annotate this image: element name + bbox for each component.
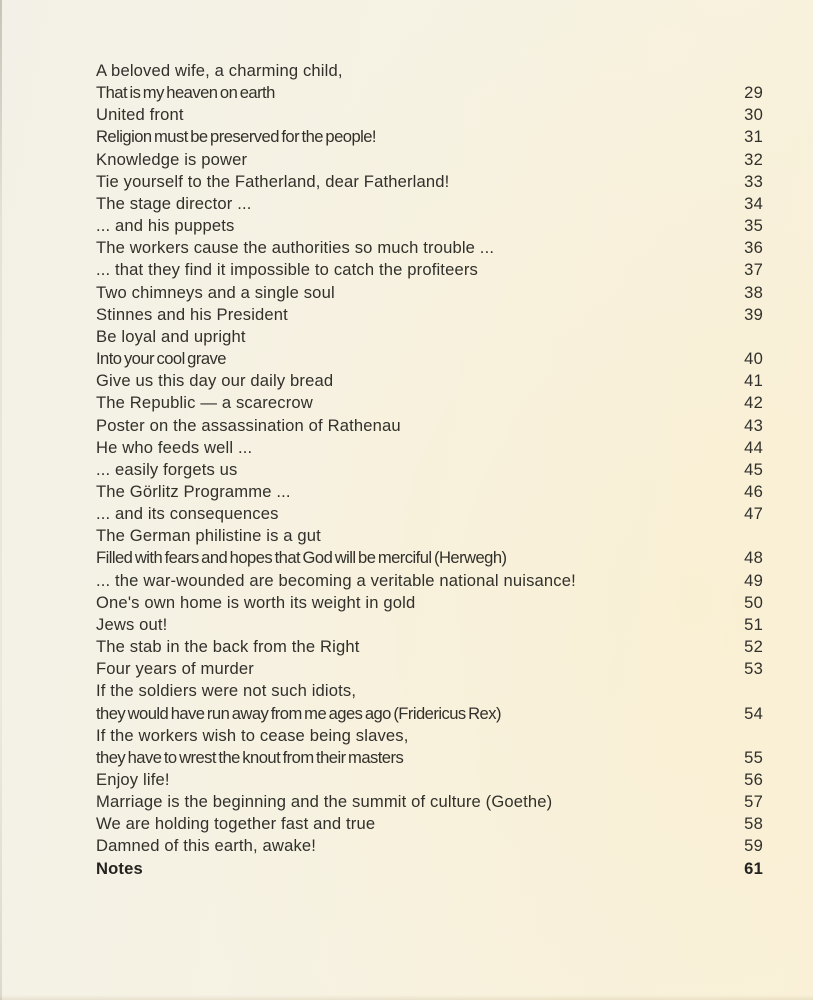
toc-entry-title: Knowledge is power xyxy=(96,149,248,169)
toc-entry-title: Give us this day our daily bread xyxy=(96,371,334,391)
toc-entry-title: The German philistine is a gut xyxy=(96,526,321,546)
toc-entry-page-number: 40 xyxy=(744,349,763,369)
toc-entry-title: The workers cause the authorities so much trouble ... xyxy=(96,238,495,258)
toc-entry-title: Religion must be preserved for the people! xyxy=(96,127,376,147)
toc-entry-title: That is my heaven on earth xyxy=(96,83,275,103)
toc-row xyxy=(96,481,763,503)
toc-entry-page-number: 35 xyxy=(744,216,763,236)
toc-entry-title: One's own home is worth its weight in gold xyxy=(96,592,416,612)
toc-entry-title: Tie yourself to the Fatherland, dear Fatherland! xyxy=(96,171,450,191)
toc-row xyxy=(96,215,763,237)
toc-entry-title: The Republic — a scarecrow xyxy=(96,393,313,413)
toc-entry-page-number: 38 xyxy=(744,282,763,302)
toc-row xyxy=(96,703,763,725)
toc-row xyxy=(96,614,763,636)
toc-row xyxy=(96,392,763,414)
toc-entry-page-number: 47 xyxy=(744,504,763,524)
toc-row xyxy=(96,304,763,326)
toc-entry-page-number: 30 xyxy=(744,105,763,125)
toc-entry-page-number: 50 xyxy=(744,592,763,612)
toc-entry-title: Stinnes and his President xyxy=(96,304,288,324)
toc-entry-title: ... and his puppets xyxy=(96,216,235,236)
toc-row xyxy=(96,791,763,813)
toc-row xyxy=(96,437,763,459)
toc-row xyxy=(96,348,763,370)
toc-entry-page-number: 54 xyxy=(744,703,763,723)
toc-row xyxy=(96,813,763,835)
toc-entry-title: He who feeds well ... xyxy=(96,437,253,457)
toc-entry-page-number: 34 xyxy=(744,193,763,213)
toc-entry-title: Filled with fears and hopes that God will be merciful (Herwegh) xyxy=(96,548,507,568)
toc-entry-page-number: 46 xyxy=(744,481,763,501)
toc-entry-page-number: 53 xyxy=(744,659,763,679)
toc-entry-title: Jews out! xyxy=(96,614,168,634)
toc-entry-page-number: 33 xyxy=(744,171,763,191)
toc-entry-title: Into your cool grave xyxy=(96,349,226,369)
toc-row xyxy=(96,503,763,525)
toc-row xyxy=(96,680,763,702)
toc-entry-page-number: 58 xyxy=(744,814,763,834)
toc-row xyxy=(96,104,763,126)
toc-entry-title: If the workers wish to cease being slaves, xyxy=(96,725,409,745)
toc-row xyxy=(96,259,763,281)
toc-entry-title: they would have run away from me ages ago (Fridericus Rex) xyxy=(96,703,501,723)
toc-row xyxy=(96,747,763,769)
toc-entry-title: We are holding together fast and true xyxy=(96,814,376,834)
toc-entry-page-number: 49 xyxy=(744,570,763,590)
toc-row xyxy=(96,237,763,259)
toc-entry-page-number: 48 xyxy=(744,548,763,568)
toc-entry-title: they have to wrest the knout from their masters xyxy=(96,747,404,767)
toc-entry-title: Marriage is the beginning and the summit of culture (Goethe) xyxy=(96,792,553,812)
toc-entry-page-number: 57 xyxy=(744,792,763,812)
toc-entry-page-number: 44 xyxy=(744,437,763,457)
toc-entry-title: ... that they find it impossible to catch the profiteers xyxy=(96,260,478,280)
toc-entry-page-number: 37 xyxy=(744,260,763,280)
toc-entry-page-number: 36 xyxy=(744,238,763,258)
toc-entry-title: Enjoy life! xyxy=(96,770,170,789)
toc-row xyxy=(96,326,763,348)
toc-entry-page-number: 61 xyxy=(744,858,763,878)
toc-row xyxy=(96,835,763,857)
toc-entry-title: A beloved wife, a charming child, xyxy=(96,61,343,80)
toc-entry-page-number: 52 xyxy=(744,637,763,657)
toc-entry-title: Damned of this earth, awake! xyxy=(96,836,317,856)
toc-row xyxy=(96,658,763,680)
toc-row xyxy=(96,525,763,547)
illustration-list xyxy=(96,60,763,880)
toc-row xyxy=(96,459,763,481)
toc-entry-title: United front xyxy=(96,105,184,125)
toc-row xyxy=(96,725,763,747)
toc-entry-title: ... the war-wounded are becoming a veritable national nuisance! xyxy=(96,570,576,590)
toc-entry-page-number: 32 xyxy=(744,149,763,169)
toc-entry-page-number: 42 xyxy=(744,393,763,413)
toc-row xyxy=(96,636,763,658)
toc-entry-page-number: 45 xyxy=(744,459,763,479)
toc-entry-title: Two chimneys and a single soul xyxy=(96,282,335,302)
toc-entry-page-number: 56 xyxy=(744,770,763,789)
toc-entry-page-number: 59 xyxy=(744,836,763,856)
toc-entry-title: Notes xyxy=(96,858,143,878)
toc-row xyxy=(96,592,763,614)
toc-entry-page-number: 55 xyxy=(744,747,763,767)
toc-row xyxy=(96,547,763,569)
toc-entry-title: Four years of murder xyxy=(96,659,254,679)
toc-entry-page-number: 43 xyxy=(744,415,763,435)
toc-entry-title: ... easily forgets us xyxy=(96,459,238,479)
toc-entry-title: Be loyal and upright xyxy=(96,326,246,346)
toc-entry-page-number: 41 xyxy=(744,371,763,391)
toc-entry-page-number: 29 xyxy=(744,83,763,103)
toc-row xyxy=(96,370,763,392)
toc-entry-title: The stab in the back from the Right xyxy=(96,637,360,657)
toc-row xyxy=(96,282,763,304)
toc-row xyxy=(96,126,763,148)
toc-row xyxy=(96,769,763,791)
toc-entry-title: The stage director ... xyxy=(96,193,252,213)
toc-entry-title: ... and its consequences xyxy=(96,504,279,524)
toc-entry-page-number: 39 xyxy=(744,304,763,324)
toc-entry-title: The Görlitz Programme ... xyxy=(96,481,291,501)
toc-row xyxy=(96,858,763,880)
toc-row xyxy=(96,415,763,437)
toc-row xyxy=(96,171,763,193)
toc-entry-title: Poster on the assassination of Rathenau xyxy=(96,415,401,435)
toc-row xyxy=(96,82,763,104)
toc-entry-page-number: 51 xyxy=(744,614,763,634)
toc-row xyxy=(96,60,763,82)
toc-entry-title: If the soldiers were not such idiots, xyxy=(96,681,357,701)
toc-entry-page-number: 31 xyxy=(744,127,763,147)
toc-row xyxy=(96,149,763,171)
toc-row xyxy=(96,193,763,215)
toc-row xyxy=(96,570,763,592)
